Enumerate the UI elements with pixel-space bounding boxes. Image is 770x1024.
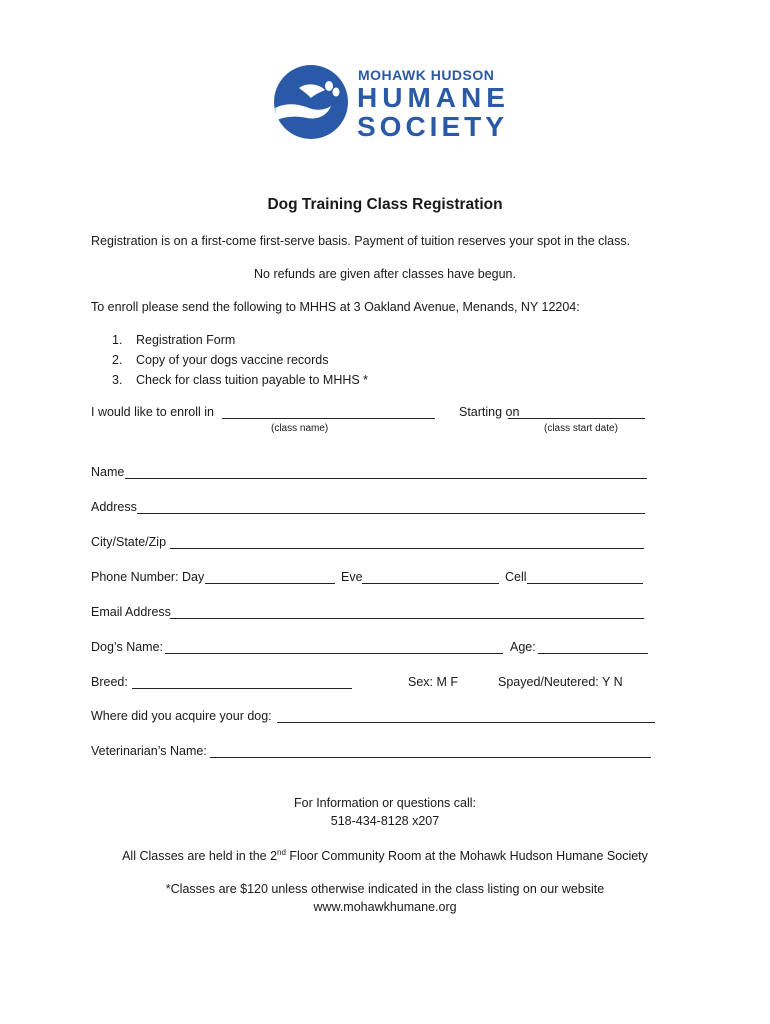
- email-label: Email Address: [91, 605, 171, 619]
- phone-cell-label: Cell: [505, 570, 527, 584]
- city-state-zip-label: City/State/Zip: [91, 535, 167, 549]
- start-date-field[interactable]: [508, 418, 645, 419]
- age-field[interactable]: [538, 653, 648, 654]
- vet-label: Veterinarian’s Name:: [91, 744, 207, 758]
- start-date-caption: (class start date): [544, 423, 618, 434]
- logo-text-line2: HUMANE: [357, 82, 510, 113]
- breed-label: Breed:: [91, 675, 128, 689]
- email-field[interactable]: [170, 618, 644, 619]
- location-pre: All Classes are held in the 2: [122, 849, 278, 864]
- enroll-instructions: To enroll please send the following to MHHS at 3 Oakland Avenue, Menands, NY 12204:: [91, 300, 580, 314]
- name-label: Name: [91, 465, 125, 479]
- logo-text-line3: SOCIETY: [357, 111, 508, 142]
- page-title: Dog Training Class Registration: [267, 196, 503, 213]
- dog-name-label: Dog’s Name:: [91, 640, 164, 654]
- location-post: Floor Community Room at the Mohawk Hudson Humane Society: [285, 849, 648, 864]
- list-item-number: 2.: [112, 353, 123, 367]
- start-label: Starting on: [459, 405, 520, 419]
- price-note: *Classes are $120 unless otherwise indicated in the class listing on our website: [165, 882, 605, 896]
- list-item: Check for class tuition payable to MHHS *: [136, 373, 369, 387]
- info-label: For Information or questions call:: [293, 796, 477, 810]
- enroll-label: I would like to enroll in: [91, 405, 214, 419]
- phone-eve-label: Eve: [341, 570, 363, 584]
- list-item-number: 1.: [112, 333, 123, 347]
- phone-cell-field[interactable]: [527, 583, 643, 584]
- breed-field[interactable]: [132, 688, 352, 689]
- hand-and-paw-icon: [273, 64, 349, 140]
- phone-day-label: Phone Number: Day: [91, 570, 205, 584]
- logo-text-line1: MOHAWK HUDSON: [358, 67, 495, 83]
- address-label: Address: [91, 500, 137, 514]
- address-field[interactable]: [137, 513, 645, 514]
- acquire-label: Where did you acquire your dog:: [91, 709, 272, 723]
- age-label: Age:: [510, 640, 536, 654]
- sex-options[interactable]: Sex: M F: [408, 675, 459, 689]
- list-item: Copy of your dogs vaccine records: [136, 353, 329, 367]
- spayed-neutered-options[interactable]: Spayed/Neutered: Y N: [498, 675, 623, 689]
- phone-day-field[interactable]: [205, 583, 335, 584]
- name-field[interactable]: [125, 478, 647, 479]
- class-name-caption: (class name): [271, 423, 329, 434]
- city-state-zip-field[interactable]: [170, 548, 644, 549]
- class-name-field[interactable]: [222, 418, 435, 419]
- list-item: Registration Form: [136, 333, 236, 347]
- acquire-field[interactable]: [277, 722, 655, 723]
- dog-name-field[interactable]: [165, 653, 503, 654]
- intro-text: Registration is on a first-come first-serve basis. Payment of tuition reserves your spot in the class.: [91, 234, 631, 248]
- vet-field[interactable]: [210, 757, 651, 758]
- info-phone: 518-434-8128 x207: [330, 814, 440, 828]
- website-link[interactable]: www.mohawkhumane.org: [313, 900, 457, 914]
- location-note: [0, 848, 770, 863]
- phone-eve-field[interactable]: [362, 583, 499, 584]
- location-sup: nd: [277, 848, 286, 857]
- refund-note: No refunds are given after classes have begun.: [254, 267, 516, 281]
- list-item-number: 3.: [112, 373, 123, 387]
